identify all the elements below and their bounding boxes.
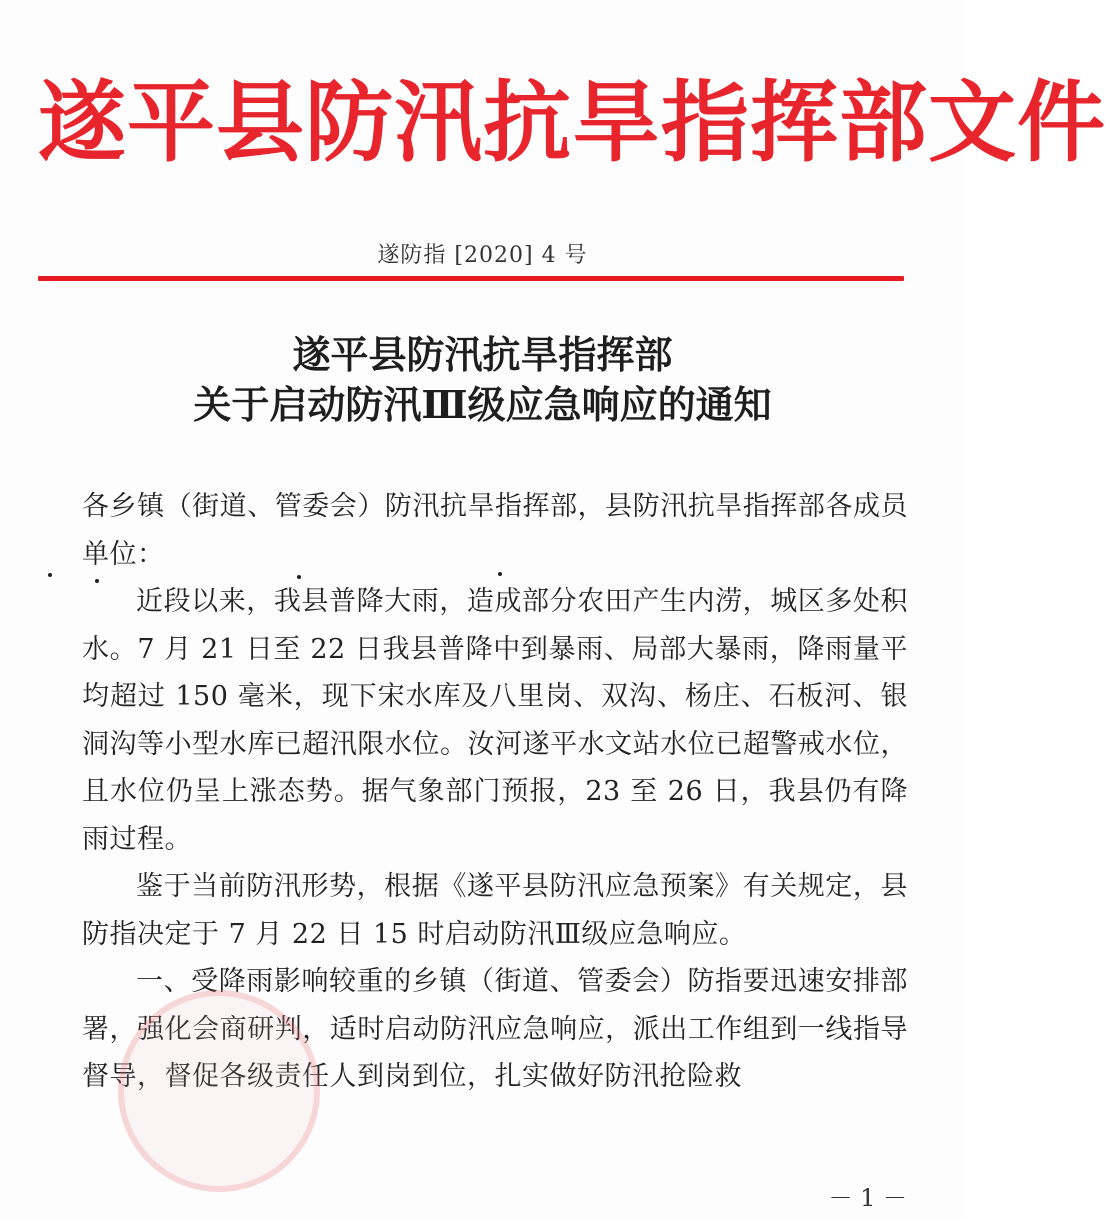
- notice-title: [0, 330, 965, 430]
- instruction-paragraph: 一、受降雨影响较重的乡镇（街道、管委会）防指要迅速安排部署，强化会商研判，适时启动防汛应急响应，派出工作组到一线指导督导，督促各级责任人到岗到位，扎实做好防汛抢险救: [82, 966, 908, 1092]
- page-number: － 1 －: [828, 1184, 907, 1212]
- scan-speck: [297, 575, 301, 579]
- document-number: 遂防指 [2020] 4 号: [377, 243, 588, 268]
- scan-speck: [498, 572, 502, 576]
- red-divider: [38, 276, 904, 281]
- faded-seal-stamp: [118, 990, 320, 1192]
- scan-speck: [48, 573, 52, 577]
- notice-title-line-2: 关于启动防汛Ⅲ级应急响应的通知: [193, 382, 772, 427]
- notice-title-line-1: 遂平县防汛抗旱指挥部: [292, 332, 673, 377]
- situation-paragraph: 近段以来，我县普降大雨，造成部分农田产生内涝，城区多处积水。7 月 21 日至 22 日我县普降中到暴雨、局部大暴雨，降雨量平均超过 150 毫米，现下宋水库及八里岗、双沟、杨庄、石板河、银洞沟等小型水库已超汛限水位。汝河遂平水文站水位已超警戒水位，且水位仍呈上涨态势。据气象部门预报，23 至 26 日，我县仍有降雨过程。: [82, 586, 908, 855]
- document-header-title: 遂平县防汛抗旱指挥部文件: [38, 70, 1106, 174]
- decision-paragraph: 鉴于当前防汛形势，根据《遂平县防汛应急预案》有关规定，县防指决定于 7 月 22 日 15 时启动防汛Ⅲ级应急响应。: [82, 871, 908, 950]
- salutation-paragraph: 各乡镇（街道、管委会）防汛抗旱指挥部，县防汛抗旱指挥部各成员单位：: [82, 491, 908, 570]
- scan-speck: [95, 579, 99, 583]
